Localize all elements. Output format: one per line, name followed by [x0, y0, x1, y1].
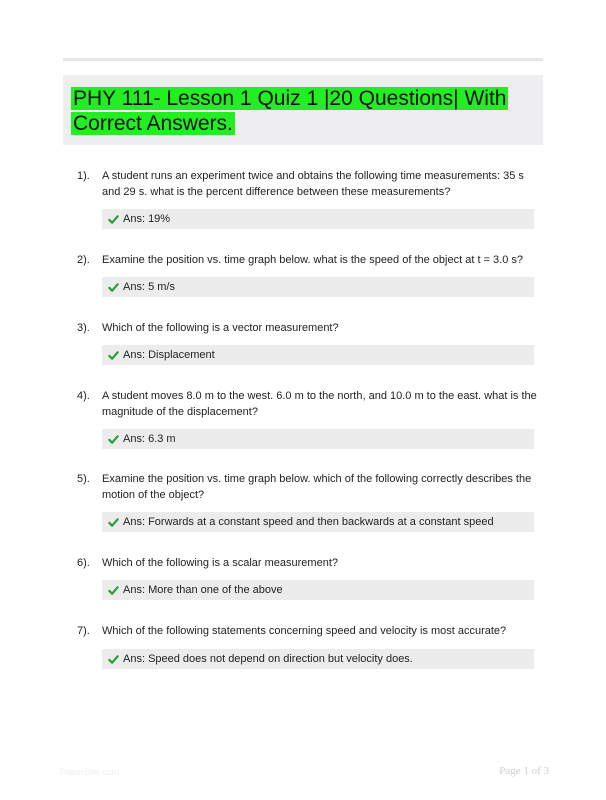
page-title-highlight: PHY 111- Lesson 1 Quiz 1 |20 Questions| With Correct Answers. [73, 87, 507, 135]
question-number: 5). [77, 473, 90, 485]
question-number: 6). [77, 557, 90, 569]
answer-text: Ans: Displacement [123, 349, 215, 361]
answer-box [102, 345, 534, 365]
top-divider [63, 58, 543, 61]
answer-text: Ans: Forwards at a constant speed and then backwards at a constant speed [123, 516, 494, 528]
answer-text: Ans: 19% [123, 213, 171, 225]
answer-box [102, 277, 534, 297]
answer-box [102, 580, 534, 600]
answer-box [102, 649, 534, 669]
check-icon [108, 654, 119, 665]
question-text: Which of the following is a vector measurement? [102, 322, 339, 334]
question-text: Which of the following statements concerning speed and velocity is most accurate? [102, 625, 507, 637]
watermark: PaperSite.com [60, 767, 120, 777]
answer-text: Ans: 5 m/s [123, 281, 175, 293]
check-icon [108, 350, 119, 361]
check-icon [108, 434, 119, 445]
check-icon [108, 282, 119, 293]
answer-box [102, 512, 534, 532]
check-icon [108, 214, 119, 225]
answer-box [102, 209, 534, 229]
title-banner [63, 75, 543, 145]
question-text: A student moves 8.0 m to the west. 6.0 m to the north, and 10.0 m to the east. what is the magnitude of the displacement? [102, 390, 537, 418]
question-number: 7). [77, 625, 90, 637]
answer-text: Ans: 6.3 m [123, 433, 176, 445]
question-text: A student runs an experiment twice and obtains the following time measurements: 35 s and 29 s. what is the percent difference between these measurements? [102, 170, 524, 198]
question-number: 2). [77, 254, 90, 266]
question-text: Examine the position vs. time graph below. what is the speed of the object at t = 3.0 s? [102, 254, 523, 266]
question-number: 4). [77, 390, 90, 402]
check-icon [108, 517, 119, 528]
page-title [71, 86, 535, 136]
question-number: 3). [77, 322, 90, 334]
check-icon [108, 585, 119, 596]
page-number: Page 1 of 3 [499, 765, 549, 777]
answer-box [102, 429, 534, 449]
question-text: Examine the position vs. time graph below. which of the following correctly describes the motion of the object? [102, 473, 532, 501]
answer-text: Ans: Speed does not depend on direction but velocity does. [123, 653, 413, 665]
answer-text: Ans: More than one of the above [123, 584, 283, 596]
question-text: Which of the following is a scalar measurement? [102, 557, 338, 569]
question-number: 1). [77, 170, 90, 182]
